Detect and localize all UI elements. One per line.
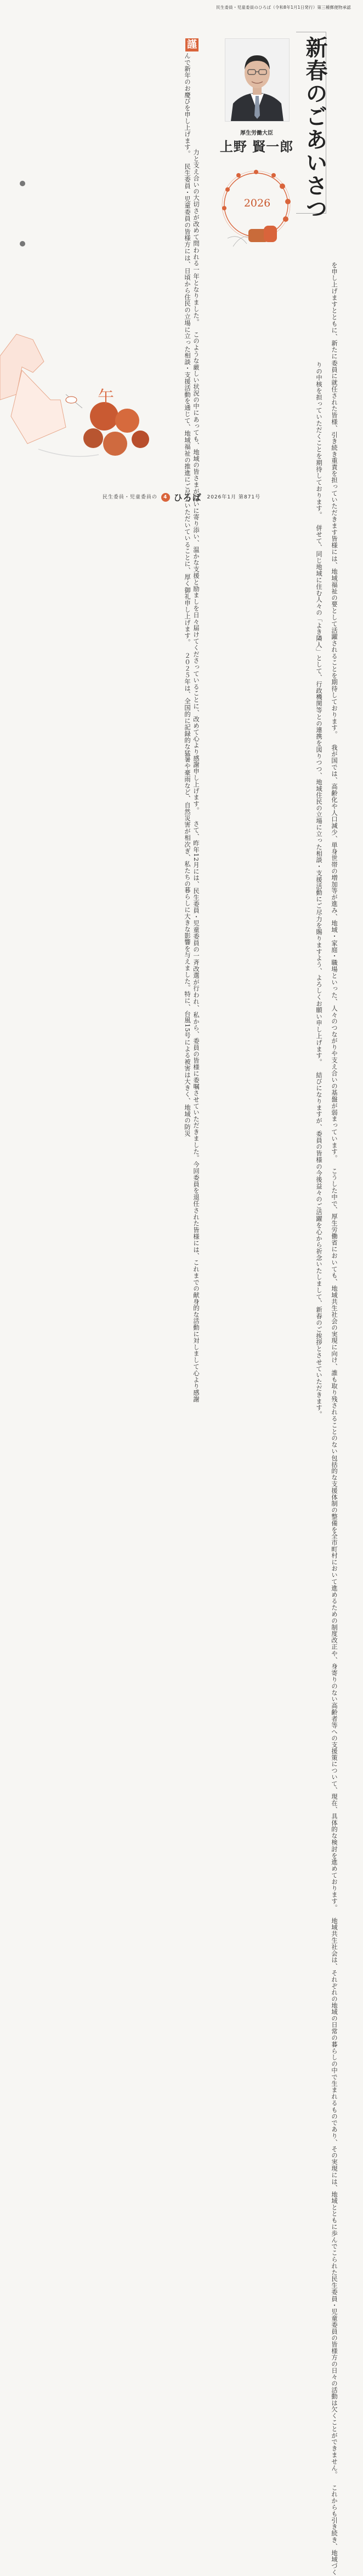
issue-info: 2026年1月 第871号	[207, 495, 261, 500]
body-line: された皆様には、これまでの献身	[192, 1207, 200, 1305]
body-line: こうした中で、厚生労働省にお	[331, 1161, 338, 1259]
body-line: 寄り添い、温かな支援と励ましを	[192, 514, 200, 612]
body-line: 討を進めております。	[331, 1845, 338, 1911]
portrait-image	[225, 39, 289, 121]
body-line: 次ぎ、私たちの暮らしに大きな影	[184, 841, 191, 939]
body-line: このような厳しい状況の中に	[192, 325, 200, 416]
body-line: りの中核を担っていただくことを	[315, 362, 322, 460]
body-line: 結びになりますが、委員の皆様	[315, 1065, 322, 1163]
body-line: 的な活動に対しまして心より感謝	[192, 1305, 200, 1403]
body-line: は、地域福祉の要として活躍さ	[331, 555, 338, 647]
body-line: 域の日常の暮らしの中で生まれる	[331, 2009, 338, 2107]
body-line: 家庭・職場といった、人々のつな	[331, 939, 338, 1038]
body-line: あっても、地域の皆さまが互いに	[192, 416, 200, 514]
body-line: 委員に就任された皆様、引き続き	[331, 359, 338, 457]
body-line: せていただきます。	[315, 1358, 322, 1418]
body-line: は、日頃から住民の立場に立った	[184, 254, 191, 353]
body-line: や、身寄りのない高齢者等への支	[331, 1650, 338, 1748]
body-line: れることを期待しております。	[331, 646, 338, 738]
body-line: われる一年となりました。	[192, 246, 200, 325]
body-line: ２０２５年は、全国的に記録的	[184, 645, 191, 744]
body-line: 地域共生社会は、それぞれの地	[331, 1911, 338, 2009]
body-line: との連携を図りつつ、地域住民の	[315, 713, 322, 812]
zodiac-horse-illustration	[0, 318, 165, 482]
body-line: 願い申し上げます。	[315, 1007, 322, 1066]
body-line: ものであり、その実現には、地	[331, 2106, 338, 2198]
drop-cap: 謹	[185, 38, 198, 51]
body-line: 員・児童委員の一斉改選が行われ、	[192, 907, 200, 1012]
body-line: 尽力を賜りますよう、よろしくお	[315, 909, 322, 1007]
body-line: がりや支え合いの基盤が弱まって	[331, 1037, 338, 1135]
body-line: 私から、委員の皆様に委嘱させて	[192, 1011, 200, 1110]
body-line: 力と支え合いの大切さが改めて問	[192, 149, 200, 247]
body-line: ことに、厚く御礼申し上げます。	[184, 548, 191, 646]
page-title: 新春のごあいさつ	[302, 36, 328, 220]
year-badge: 2026	[243, 197, 271, 209]
body-line: 域とともに歩んでこられた民生委	[331, 2198, 338, 2296]
body-line: います。	[331, 1135, 338, 1162]
footer-label: 民生委員・児童委員の	[102, 495, 157, 500]
body-line: 相談・支援活動を通じて、地域福	[184, 352, 191, 450]
body-line: 併せて、同じ地域に住む人々の	[315, 518, 322, 616]
page-number: 4	[161, 493, 170, 502]
binder-hole	[20, 181, 25, 186]
wreath-icon	[217, 164, 299, 257]
binder-hole	[20, 241, 25, 246]
footer-brand: ひろば	[173, 492, 202, 503]
body-line: 重責を担っていただきます皆様に	[331, 457, 338, 555]
body-line: 単身世帯の増加等が進み、地域・	[331, 842, 338, 940]
body-line: な猛暑や豪雨など、自然災害が相	[184, 743, 191, 841]
body-line: いても、地域共生社会の実現に向	[331, 1259, 338, 1357]
speaker-photo	[225, 38, 290, 122]
body-line: 祉の推進にご尽力いただいている	[184, 450, 191, 548]
body-line: これからも引き続き、地域づく	[331, 2478, 338, 2576]
body-line: 員・児童委員の皆様方の日々の活	[331, 2295, 338, 2394]
body-line: による被害は大きく、地域の防災	[184, 1039, 191, 1137]
body-line: け、誰も取り残されることのない	[331, 1357, 338, 1455]
body-line: 動は欠くことができません。	[331, 2393, 338, 2479]
page-footer	[0, 491, 363, 503]
body-line: を申し上げますとともに、新たに	[331, 262, 338, 360]
masthead: 民生委員・児童委員のひろば（令和8年1月1日発行）第三種郵便物承認	[216, 5, 351, 10]
new-year-wreath	[217, 164, 299, 257]
body-line: げます。	[184, 130, 191, 157]
body-line: 改めて心より感謝申し上げます。	[192, 716, 200, 814]
zodiac-character: 午	[98, 388, 114, 407]
body-line: 包括的な支援体制の整備を全市町	[331, 1454, 338, 1553]
body-line: いたしまして、新春のご挨拶とさ	[315, 1261, 322, 1359]
body-line: 我が国では、高齢化や人口減少、	[331, 737, 338, 842]
horse-icon	[0, 318, 165, 482]
body-line: 民生委員・児童委員の皆様方に	[184, 157, 191, 255]
body-line: 響を与えました。特に、台風15号	[184, 939, 191, 1039]
body-line: 期待しております。	[315, 459, 322, 518]
body-line: 立場に立った相談・支援活動にご	[315, 811, 322, 909]
body-line: さて、昨年12月には、民生委	[192, 813, 200, 908]
speaker-role: 厚生労働大臣	[240, 130, 273, 136]
body-line: んで新年のお慶びを申し上	[184, 53, 191, 131]
body-line: 援策について、現在、具体的な検	[331, 1748, 338, 1846]
body-line: 「よき隣人」として、行政機関等	[315, 616, 322, 714]
body-line: の今後益々のご活躍を心から祈念	[315, 1163, 322, 1261]
body-line: いただきました。今回委員を退任	[192, 1109, 200, 1207]
body-line: 日々届けてくださっていることに、	[192, 611, 200, 716]
body-line: 村において進めるための制度改正	[331, 1552, 338, 1650]
speaker-name: 上野 賢一郎	[219, 139, 294, 154]
